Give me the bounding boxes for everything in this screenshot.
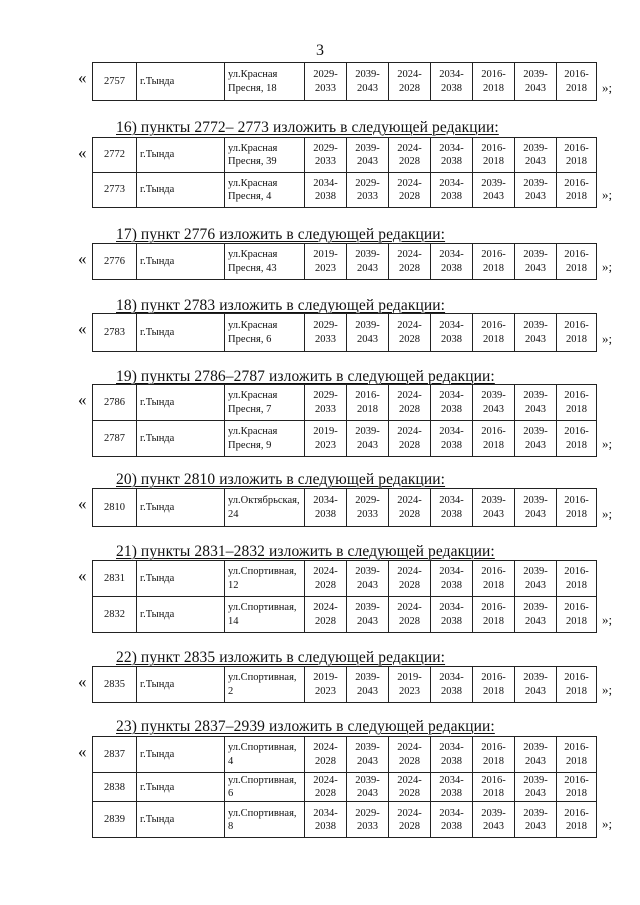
table-row [93,597,597,633]
street-cell: ул.Красная Пресня, 39 [225,138,305,173]
period-cell: 2034-2038 [305,802,347,838]
period-cell: 2039-2043 [473,385,515,421]
close-quote: »; [602,331,613,346]
city-cell: г.Тында [137,421,225,457]
period-cell: 2024-2028 [389,421,431,457]
item-number-cell: 2772 [93,138,137,173]
period-cell: 2016-2018 [473,244,515,280]
period-cell: 2039-2043 [515,489,557,527]
period-cell: 2034-2038 [305,173,347,208]
period-cell: 2039-2043 [515,63,557,101]
section-heading: 19) пункты 2786–2787 изложить в следующей редакции: [116,368,495,385]
period-cell: 2016-2018 [473,138,515,173]
street-cell: ул.Спортивная, 2 [225,667,305,703]
table-row [93,773,597,802]
period-cell: 2029-2033 [305,138,347,173]
period-cell: 2039-2043 [515,561,557,597]
period-cell: 2039-2043 [347,314,389,352]
period-cell: 2039-2043 [515,773,557,802]
period-cell: 2039-2043 [347,421,389,457]
period-cell: 2039-2043 [347,63,389,101]
close-quote: »; [602,506,613,521]
section-heading: 22) пункт 2835 изложить в следующей редакции: [116,649,446,666]
period-cell: 2039-2043 [515,173,557,208]
period-cell: 2016-2018 [473,421,515,457]
period-cell: 2039-2043 [515,802,557,838]
open-quote: « [78,494,87,513]
table-row [93,173,597,208]
period-cell: 2039-2043 [347,138,389,173]
item-number-cell: 2838 [93,773,137,802]
period-cell: 2039-2043 [347,667,389,703]
period-cell: 2029-2033 [305,63,347,101]
period-cell: 2016-2018 [557,138,597,173]
period-cell: 2039-2043 [515,314,557,352]
period-cell: 2034-2038 [431,63,473,101]
period-cell: 2039-2043 [515,385,557,421]
period-cell: 2019-2023 [305,421,347,457]
period-cell: 2024-2028 [389,138,431,173]
city-cell: г.Тында [137,489,225,527]
street-cell: ул.Октябрьская, 24 [225,489,305,527]
period-cell: 2034-2038 [431,802,473,838]
period-cell: 2034-2038 [431,489,473,527]
item-number-cell: 2776 [93,244,137,280]
table-row [93,385,597,421]
period-cell: 2039-2043 [347,773,389,802]
period-cell: 2024-2028 [305,597,347,633]
item-number-cell: 2783 [93,314,137,352]
street-cell: ул.Спортивная, 4 [225,737,305,773]
open-quote: « [78,319,87,338]
section-table [92,313,597,352]
period-cell: 2029-2033 [305,314,347,352]
section-table [92,62,597,101]
period-cell: 2024-2028 [389,244,431,280]
item-number-cell: 2831 [93,561,137,597]
close-quote: »; [602,187,613,202]
period-cell: 2024-2028 [305,737,347,773]
city-cell: г.Тында [137,314,225,352]
open-quote: « [78,143,87,162]
section-table [92,736,597,838]
period-cell: 2039-2043 [347,244,389,280]
table-row [93,138,597,173]
period-cell: 2024-2028 [305,773,347,802]
section-heading: 18) пункт 2783 изложить в следующей редакции: [116,297,446,314]
period-cell: 2034-2038 [431,597,473,633]
period-cell: 2016-2018 [473,737,515,773]
period-cell: 2024-2028 [305,561,347,597]
city-cell: г.Тында [137,802,225,838]
street-cell: ул.Красная Пресня, 6 [225,314,305,352]
street-cell: ул.Спортивная, 14 [225,597,305,633]
period-cell: 2016-2018 [473,63,515,101]
period-cell: 2024-2028 [389,802,431,838]
item-number-cell: 2835 [93,667,137,703]
city-cell: г.Тында [137,773,225,802]
period-cell: 2016-2018 [557,802,597,838]
close-quote: »; [602,436,613,451]
table-row [93,737,597,773]
section-heading: 20) пункт 2810 изложить в следующей редакции: [116,471,446,488]
section-heading: 21) пункты 2831–2832 изложить в следующей редакции: [116,543,495,560]
period-cell: 2024-2028 [389,173,431,208]
item-number-cell: 2837 [93,737,137,773]
street-cell: ул.Спортивная, 12 [225,561,305,597]
period-cell: 2039-2043 [473,489,515,527]
period-cell: 2016-2018 [473,561,515,597]
table-row [93,63,597,101]
section-heading: 23) пункты 2837–2939 изложить в следующей редакции: [116,718,495,735]
period-cell: 2024-2028 [389,385,431,421]
period-cell: 2024-2028 [389,63,431,101]
period-cell: 2016-2018 [557,63,597,101]
city-cell: г.Тында [137,667,225,703]
table-row [93,489,597,527]
period-cell: 2019-2023 [389,667,431,703]
period-cell: 2029-2033 [347,173,389,208]
period-cell: 2039-2043 [515,244,557,280]
city-cell: г.Тында [137,385,225,421]
period-cell: 2034-2038 [431,667,473,703]
street-cell: ул.Красная Пресня, 9 [225,421,305,457]
period-cell: 2039-2043 [515,737,557,773]
section-table [92,243,597,280]
close-quote: »; [602,259,613,274]
open-quote: « [78,249,87,268]
period-cell: 2039-2043 [347,737,389,773]
street-cell: ул.Красная Пресня, 7 [225,385,305,421]
period-cell: 2016-2018 [557,773,597,802]
period-cell: 2039-2043 [515,138,557,173]
section-table [92,384,597,457]
period-cell: 2034-2038 [431,314,473,352]
street-cell: ул.Красная Пресня, 18 [225,63,305,101]
item-number-cell: 2839 [93,802,137,838]
item-number-cell: 2757 [93,63,137,101]
close-quote: »; [602,80,613,95]
open-quote: « [78,672,87,691]
item-number-cell: 2773 [93,173,137,208]
period-cell: 2016-2018 [557,667,597,703]
city-cell: г.Тында [137,63,225,101]
section-heading: 16) пункты 2772– 2773 изложить в следующей редакции: [116,119,499,136]
period-cell: 2024-2028 [389,597,431,633]
table-row [93,667,597,703]
period-cell: 2024-2028 [389,561,431,597]
period-cell: 2039-2043 [473,802,515,838]
period-cell: 2016-2018 [557,173,597,208]
city-cell: г.Тында [137,173,225,208]
city-cell: г.Тында [137,138,225,173]
period-cell: 2016-2018 [557,597,597,633]
section-heading: 17) пункт 2776 изложить в следующей редакции: [116,226,446,243]
table-row [93,244,597,280]
city-cell: г.Тында [137,597,225,633]
period-cell: 2019-2023 [305,244,347,280]
period-cell: 2016-2018 [557,385,597,421]
section-table [92,666,597,703]
item-number-cell: 2832 [93,597,137,633]
section-table [92,488,597,527]
table-row [93,802,597,838]
period-cell: 2034-2038 [431,421,473,457]
period-cell: 2024-2028 [389,489,431,527]
period-cell: 2039-2043 [515,421,557,457]
close-quote: »; [602,816,613,831]
close-quote: »; [602,612,613,627]
period-cell: 2016-2018 [473,773,515,802]
street-cell: ул.Спортивная, 8 [225,802,305,838]
period-cell: 2016-2018 [473,597,515,633]
period-cell: 2039-2043 [515,667,557,703]
period-cell: 2034-2038 [431,737,473,773]
item-number-cell: 2787 [93,421,137,457]
period-cell: 2039-2043 [473,173,515,208]
period-cell: 2034-2038 [431,173,473,208]
period-cell: 2034-2038 [431,244,473,280]
period-cell: 2016-2018 [557,244,597,280]
city-cell: г.Тында [137,737,225,773]
period-cell: 2029-2033 [305,385,347,421]
period-cell: 2034-2038 [431,773,473,802]
period-cell: 2016-2018 [557,561,597,597]
open-quote: « [78,390,87,409]
period-cell: 2024-2028 [389,773,431,802]
period-cell: 2034-2038 [431,561,473,597]
period-cell: 2016-2018 [473,667,515,703]
table-row [93,561,597,597]
period-cell: 2019-2023 [305,667,347,703]
section-table [92,137,597,208]
period-cell: 2029-2033 [347,489,389,527]
item-number-cell: 2786 [93,385,137,421]
period-cell: 2016-2018 [557,314,597,352]
table-row [93,314,597,352]
period-cell: 2029-2033 [347,802,389,838]
period-cell: 2039-2043 [515,597,557,633]
table-row [93,421,597,457]
city-cell: г.Тында [137,244,225,280]
page-number: 3 [316,42,324,59]
period-cell: 2034-2038 [305,489,347,527]
period-cell: 2039-2043 [347,597,389,633]
period-cell: 2024-2028 [389,737,431,773]
period-cell: 2024-2028 [389,314,431,352]
open-quote: « [78,566,87,585]
period-cell: 2039-2043 [347,561,389,597]
city-cell: г.Тында [137,561,225,597]
section-table [92,560,597,633]
period-cell: 2016-2018 [473,314,515,352]
street-cell: ул.Красная Пресня, 43 [225,244,305,280]
period-cell: 2016-2018 [347,385,389,421]
period-cell: 2016-2018 [557,421,597,457]
period-cell: 2034-2038 [431,138,473,173]
street-cell: ул.Спортивная, 6 [225,773,305,802]
street-cell: ул.Красная Пресня, 4 [225,173,305,208]
open-quote: « [78,68,87,87]
period-cell: 2016-2018 [557,489,597,527]
period-cell: 2034-2038 [431,385,473,421]
open-quote: « [78,742,87,761]
item-number-cell: 2810 [93,489,137,527]
close-quote: »; [602,682,613,697]
period-cell: 2016-2018 [557,737,597,773]
